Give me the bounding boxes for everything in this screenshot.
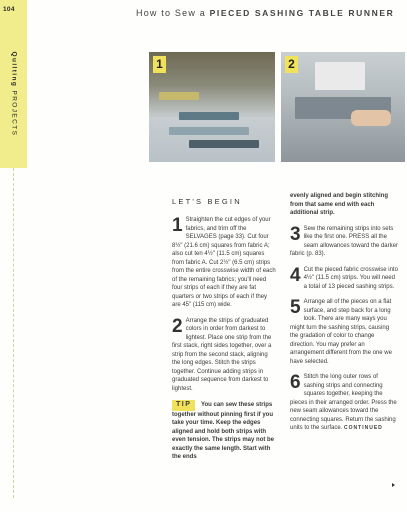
tab-divider	[13, 168, 15, 498]
continued-label: CONTINUED	[344, 425, 383, 431]
fabric-strip	[159, 92, 199, 100]
fabric-strip	[189, 140, 259, 148]
side-tab	[0, 0, 27, 512]
photo-step-2	[281, 52, 405, 162]
tip-continuation: evenly aligned and begin stitching from that same end with each additional strip.	[290, 193, 389, 216]
step-5	[290, 298, 398, 366]
step-number: 4	[290, 264, 301, 286]
step-text: Arrange the strips of graduated colors in order from darkest to lightest. Place one strip from the first stack, right sides together, over a strip from the second stack, aligning the long edges. Stitch the strips together. Continue adding strips in graduated sequence from darkest to lightest.	[172, 317, 272, 392]
fabric-strip	[169, 127, 249, 135]
tip-label: TIP	[172, 400, 195, 411]
section-heading: LET'S BEGIN	[172, 197, 242, 206]
page-title-prefix: How to Sew a	[136, 8, 206, 18]
tip-text: You can sew these strips together without pinning first if you take your time. Keep the edges aligned and hold both strips with even tension. The strips may not be exactly the same length. Start with the ends	[172, 402, 275, 460]
section-label	[10, 51, 18, 137]
step-2	[172, 317, 277, 394]
fabric-strip	[179, 112, 239, 120]
section-label-light: PROJECTS	[10, 90, 18, 137]
page-title	[136, 8, 394, 18]
section-label-bold: Quilting	[10, 51, 18, 88]
continued-arrow-icon	[392, 483, 395, 487]
step-number: 3	[290, 223, 301, 245]
step-text: Sew the remaining strips into sets like the first one. PRESS all the seam allowances toward the darker fabric (p. 83).	[290, 225, 398, 257]
photo-badge: 1	[153, 56, 166, 73]
sewing-machine	[315, 62, 365, 90]
step-number: 5	[290, 297, 301, 318]
step-6	[290, 373, 398, 433]
step-text: Cut the pieced fabric crosswise into 4½" (11.5 cm) strips. You will need a total of 13 pieced sashing strips.	[303, 266, 398, 290]
step-4	[290, 266, 398, 292]
tip	[172, 400, 277, 462]
step-text: Straighten the cut edges of your fabrics, and trim off the SELVAGES (page 33). Cut four 8½" (21.6 cm) squares from fabric A; also cut ten 4½" (11.5 cm) squares from fabric A. Cut 2½" (6.5 cm) strips from the entire crosswise width of each of the remaining fabrics; you'll need four strips of each if they are fat quarters or two strips of each if they are 45" (115 cm) wide.	[172, 217, 276, 308]
page-number: 104	[3, 6, 15, 13]
step-text: Arrange all of the pieces on a flat surface, and step back for a long look. There are many ways you might turn the sashing strips, causing the gradation of color to change direction. You may prefer an arrangement different from the one we have selected.	[290, 299, 392, 365]
step-number: 1	[172, 215, 183, 236]
step-text: Stitch the long outer rows of sashing strips and connecting squares together, keeping the pieces in their arranged order. Press the new seam allowances toward the connecting squares. Return the sashing units to the surface.	[290, 374, 397, 431]
column-right	[290, 192, 398, 440]
page-title-main: PIECED SASHING TABLE RUNNER	[209, 8, 395, 18]
step-3	[290, 225, 398, 259]
column-left	[172, 216, 277, 469]
step-number: 6	[290, 372, 301, 393]
photo-badge: 2	[285, 56, 298, 73]
step-1	[172, 216, 277, 310]
photo-step-1	[149, 52, 275, 162]
step-number: 2	[172, 315, 183, 337]
hand	[351, 110, 391, 126]
